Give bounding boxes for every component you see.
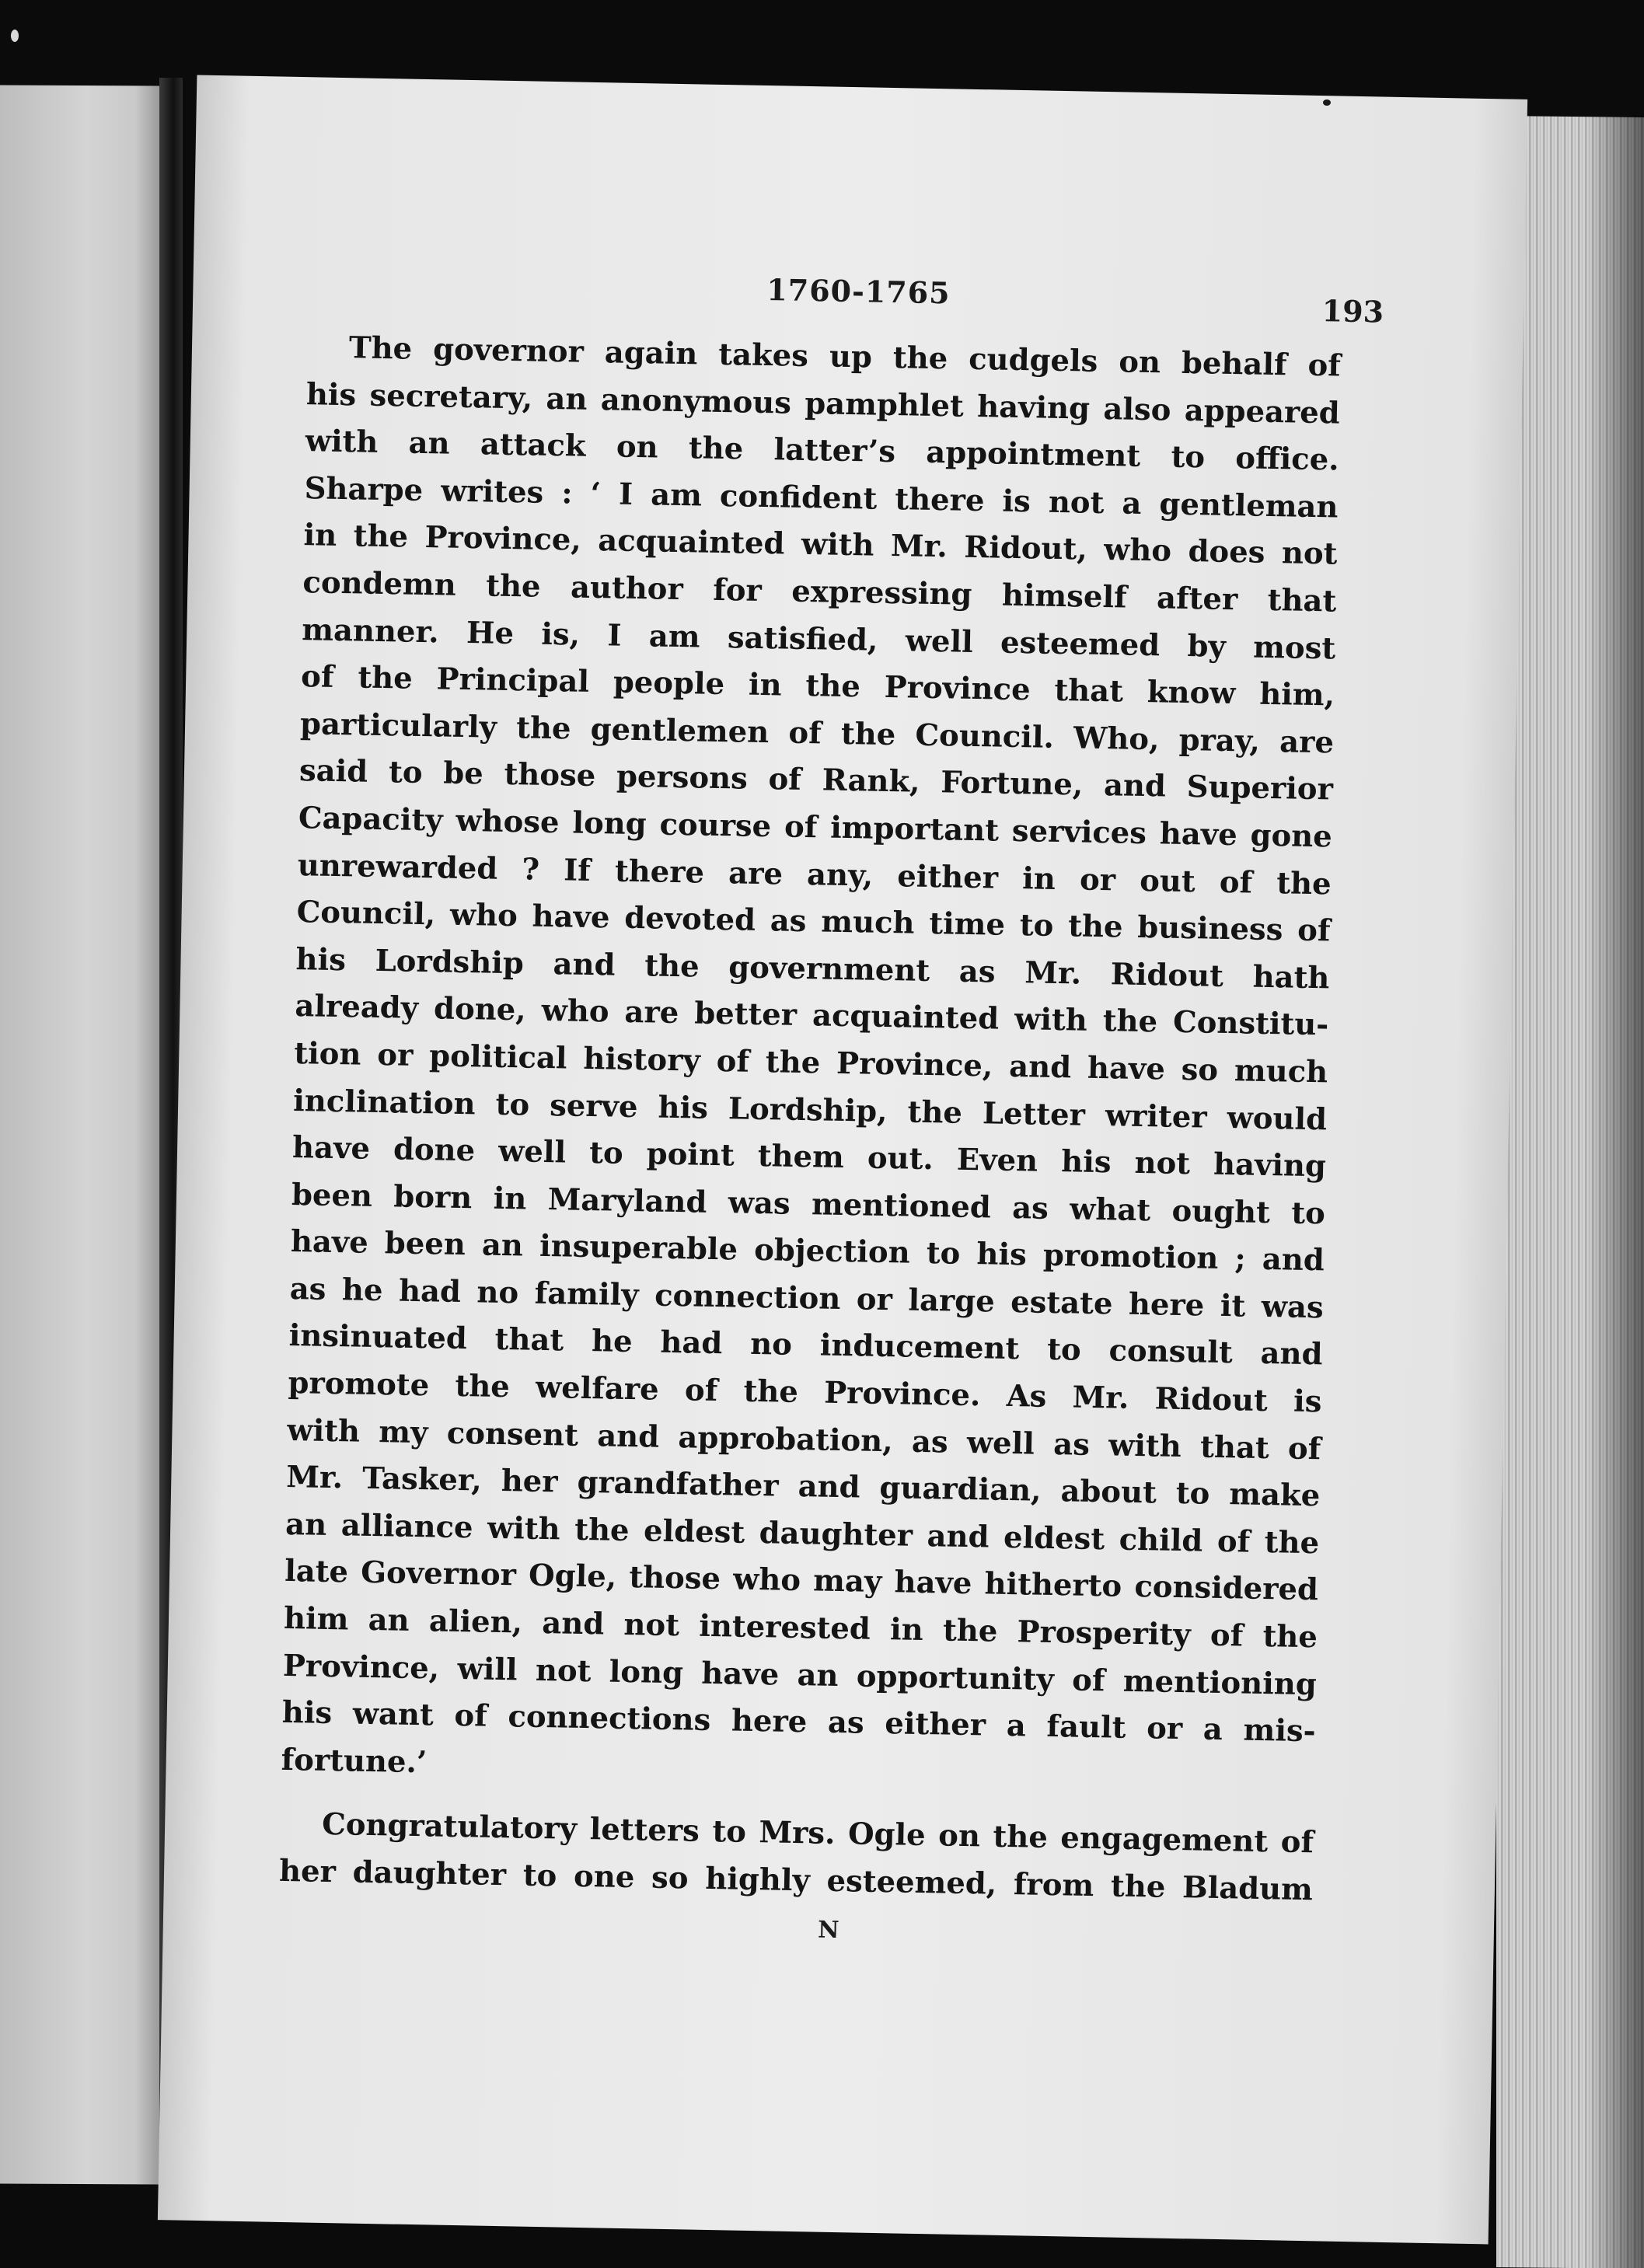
page-stack-shadow: [1586, 117, 1644, 2268]
text-line: Sharpe writes : ‘ I am confident there is not a gentleman: [304, 470, 1339, 525]
page-header: [193, 262, 1524, 333]
text-line: fortune.’: [281, 1742, 428, 1781]
text-line: been born in Maryland was mentioned as what ought to: [291, 1177, 1326, 1232]
text-line: have been an insuperable objection to his promotion ; and: [290, 1224, 1325, 1279]
text-line: with my consent and approbation, as well as with that of: [287, 1412, 1321, 1467]
text-line: his want of connections here as either a fault or a mis-: [281, 1695, 1317, 1750]
text-line: his Lordship and the government as Mr. Ridout hath: [295, 941, 1330, 996]
text-line: already done, who are better acquainted with the Constitu-: [295, 989, 1329, 1043]
previous-page-edge: [0, 85, 159, 2184]
text-line: said to be those persons of Rank, Fortune, and Superior: [298, 753, 1334, 808]
text-line: her daughter to one so highly esteemed, from the Bladum: [278, 1853, 1314, 1908]
text-line: Mr. Tasker, her grandfather and guardian, about to make: [285, 1460, 1321, 1514]
scan-artifact: [1323, 99, 1331, 106]
text-line: promote the welfare of the Province. As Mr. Ridout is: [288, 1366, 1322, 1420]
text-line: Province, will not long have an opportunity of mentioning: [282, 1648, 1318, 1702]
scan-artifact: [11, 30, 19, 42]
text-line: as he had no family connection or large estate here it was: [289, 1271, 1325, 1326]
text-line: The governor again takes up the cudgels on behalf of: [348, 330, 1342, 384]
text-line: his secretary, an anonymous pamphlet having also appeared: [305, 376, 1341, 431]
page-number: 193: [1321, 293, 1384, 330]
text-line: inclination to serve his Lordship, the Letter writer would: [292, 1083, 1328, 1137]
text-line: have done well to point them out. Even his not having: [291, 1130, 1327, 1185]
text-line: late Governor Ogle, those who may have hitherto considered: [284, 1554, 1319, 1608]
text-line: in the Province, acquainted with Mr. Ridout, who does not: [303, 518, 1338, 572]
text-line: insinuated that he had no inducement to consult and: [288, 1318, 1323, 1373]
text-line: Capacity whose long course of important services have gone: [298, 801, 1333, 855]
text-line: of the Principal people in the Province that know him,: [300, 659, 1335, 714]
text-line: Council, who have devoted as much time to the business of: [296, 895, 1331, 949]
book-page: [158, 75, 1527, 2245]
signature-mark: N: [817, 1916, 839, 1945]
text-line: with an attack on the latter’s appointment to office.: [305, 424, 1340, 478]
text-line: particularly the gentlemen of the Council. Who, pray, are: [299, 706, 1335, 761]
text-line: tion or political history of the Province, and have so much: [293, 1035, 1328, 1090]
text-line: manner. He is, I am satisfied, well esteemed by most: [301, 612, 1336, 667]
text-line: him an alien, and not interested in the Prosperity of the: [283, 1600, 1318, 1656]
body-text: [279, 324, 1342, 1914]
text-line: Congratulatory letters to Mrs. Ogle on the engagement of: [321, 1807, 1314, 1861]
text-line: unrewarded ? If there are any, either in or out of the: [297, 847, 1332, 902]
text-line: an alliance with the eldest daughter and eldest child of the: [284, 1506, 1320, 1561]
running-head: 1760-1765: [766, 272, 951, 311]
text-line: condemn the author for expressing himself after that: [302, 565, 1337, 619]
